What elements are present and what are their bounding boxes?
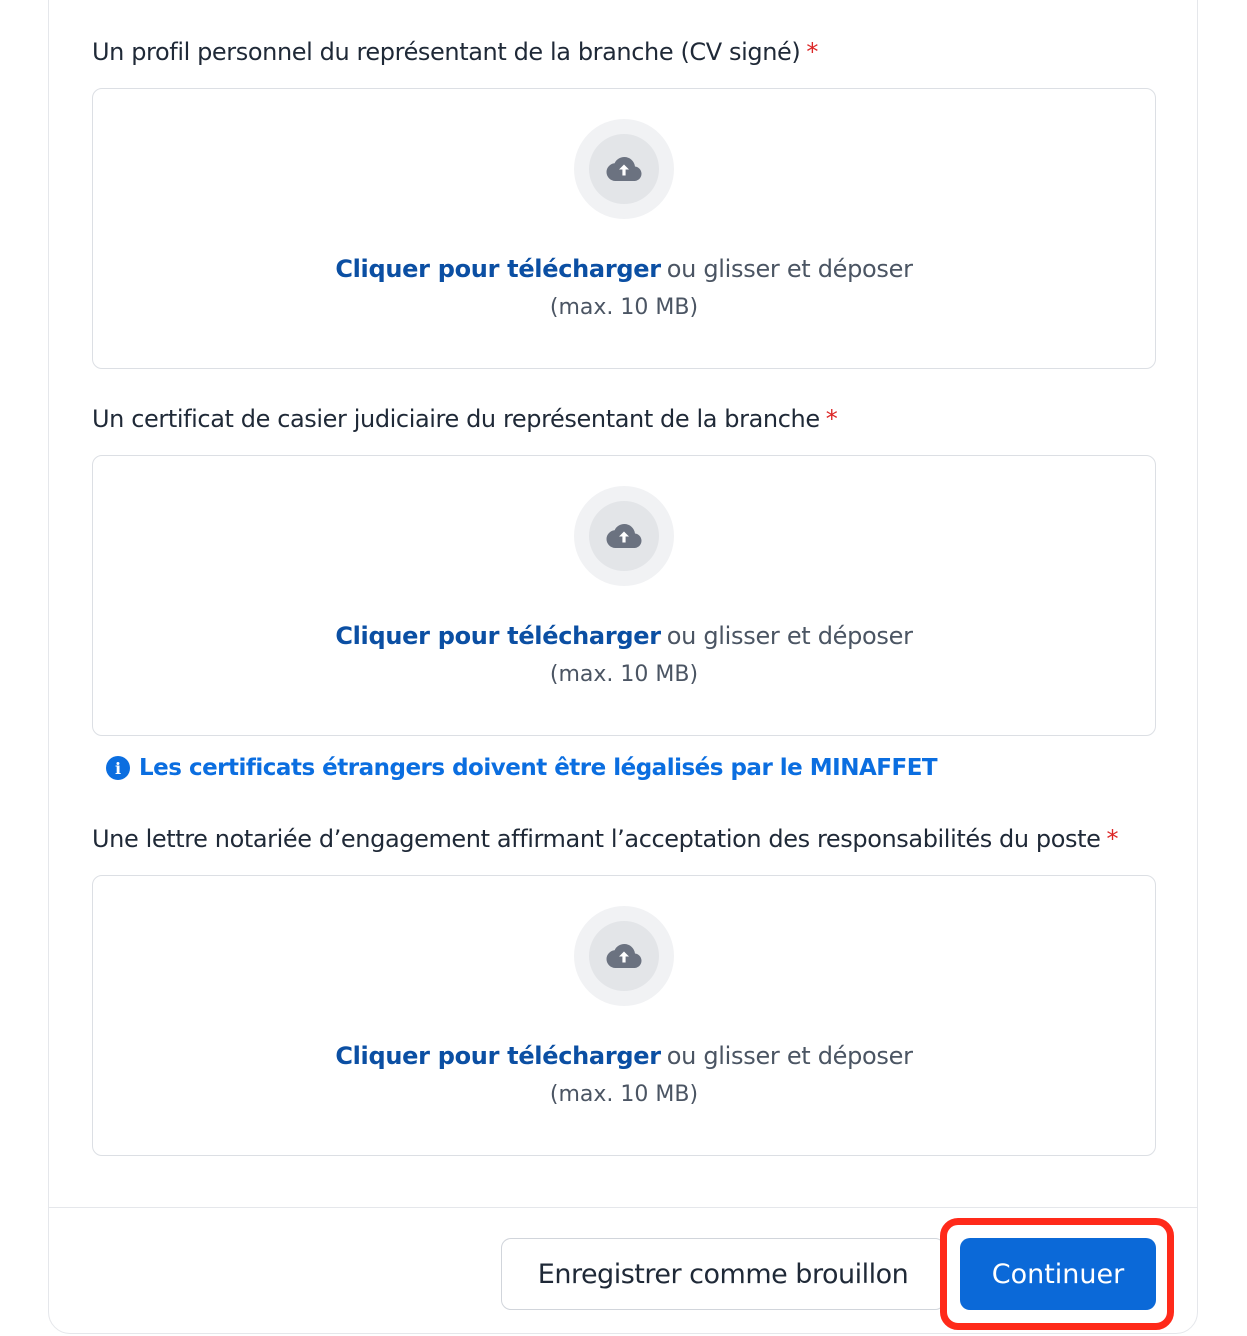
required-asterisk: *: [825, 405, 838, 433]
max-size-text: (max. 10 MB): [549, 662, 699, 687]
field-label-text: Un certificat de casier judiciaire du représentant de la branche: [92, 405, 820, 433]
footer-divider: [49, 1207, 1197, 1208]
drag-drop-text: ou glisser et déposer: [666, 255, 913, 283]
upload-dropzone-notarized-letter[interactable]: [92, 875, 1156, 1156]
field-label-criminal-record: [92, 405, 837, 433]
required-asterisk: *: [1106, 825, 1119, 853]
drag-drop-text: ou glisser et déposer: [666, 1042, 913, 1070]
click-to-upload-link[interactable]: Cliquer pour télécharger: [335, 622, 661, 650]
cloud-upload-icon: [605, 156, 643, 182]
max-size-text: (max. 10 MB): [549, 1082, 699, 1107]
upload-dropzone-criminal-record[interactable]: [92, 455, 1156, 736]
cloud-upload-icon: [605, 943, 643, 969]
upload-icon-container: [574, 119, 674, 219]
max-size-text: (max. 10 MB): [549, 295, 699, 320]
field-label-text: Une lettre notariée d’engagement affirmant l’acceptation des responsabilités du poste: [92, 825, 1101, 853]
required-asterisk: *: [806, 38, 818, 66]
field-label-notarized-letter: [92, 825, 1118, 853]
upload-icon-container: [574, 906, 674, 1006]
field-label-text: Un profil personnel du représentant de la branche (CV signé): [92, 38, 801, 66]
legalization-note-text: Les certificats étrangers doivent être légalisés par le MINAFFET: [139, 755, 938, 781]
click-to-upload-link[interactable]: Cliquer pour télécharger: [335, 1042, 661, 1070]
legalization-note: [106, 755, 937, 781]
field-label-cv: [92, 38, 818, 66]
continue-button[interactable]: Continuer: [960, 1238, 1156, 1310]
upload-icon-container: [574, 486, 674, 586]
drag-drop-text: ou glisser et déposer: [666, 622, 913, 650]
info-icon: i: [106, 756, 130, 780]
click-to-upload-link[interactable]: Cliquer pour télécharger: [335, 255, 661, 283]
upload-dropzone-cv[interactable]: [92, 88, 1156, 369]
cloud-upload-icon: [605, 523, 643, 549]
save-draft-button[interactable]: Enregistrer comme brouillon: [501, 1238, 945, 1310]
